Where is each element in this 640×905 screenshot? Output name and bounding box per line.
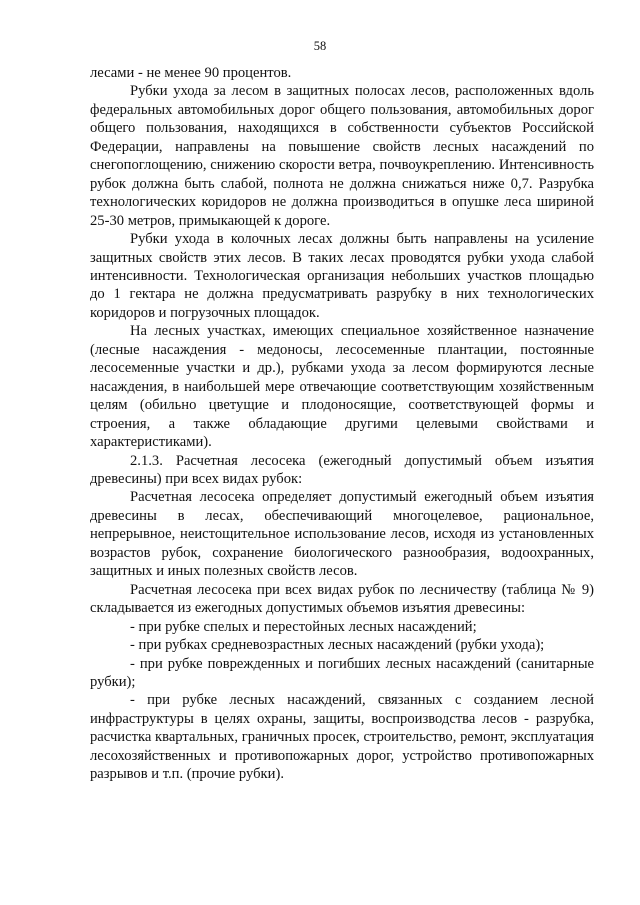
list-item-3: - при рубке поврежденных и погибших лесных насаждений (санитарные рубки); [90, 655, 594, 690]
paragraph-7: Расчетная лесосека при всех видах рубок по лесничеству (таблица № 9) складывается из ежегодных допустимых объемов изъятия древесины: [90, 581, 594, 617]
paragraph-2: Рубки ухода за лесом в защитных полосах лесов, расположенных вдоль федеральных автомобильных дорог общего пользования, автомобильных дорог общего пользования, находящихся в собственности субъектов Российской Федерации, направлены на повышение свойств лесных насаждений по снегопоглощению, снижению скорости ветра, почвоукреплению. Интенсивность рубок должна быть слабой, полнота не должна снижаться ниже 0,7. Разрубка технологических коридоров не должна производиться в опушке леса шириной 25-30 метров, примыкающей к дороге. [90, 83, 594, 229]
paragraph-6: Расчетная лесосека определяет допустимый ежегодный объем изъятия древесины в лесах, обеспечивающий многоцелевое, рациональное, непрерывное, неистощительное использование лесов, исходя из установленных возрастов рубок, сохранение биологического разнообразия, водоохранных, защитных и иных полезных свойств лесов. [90, 489, 594, 580]
list-item-2: - при рубках средневозрастных лесных насаждений (рубки ухода); [130, 637, 545, 654]
page-number: 58 [313, 39, 327, 53]
list-item-1: - при рубке спелых и перестойных лесных насаждений; [130, 618, 477, 635]
body-text [90, 64, 594, 784]
paragraph-1: лесами - не менее 90 процентов. [90, 65, 292, 81]
paragraph-3: Рубки ухода в колочных лесах должны быть направлены на усиление защитных свойств этих лесов. В таких лесах проводятся рубки ухода слабой интенсивности. Технологическая организация небольших участков площадью до 1 гектара не должна предусматривать разрубку в них технологических коридоров и погрузочных площадок. [90, 231, 594, 321]
paragraph-4: На лесных участках, имеющих специальное хозяйственное назначение (лесные насаждения - медоносы, лесосеменные плантации, постоянные лесосеменные участки и др.), рубками ухода за лесом формируются лесные насаждения, в наибольшей мере отвечающие соответствующим хозяйственным целям (обильно цветущие и плодоносящие, соответствующей формы и строения, а также обладающие другими целевыми свойствами и характеристиками). [90, 323, 594, 451]
section-heading-2-1-3: 2.1.3. Расчетная лесосека (ежегодный допустимый объем изъятия древесины) при всех видах рубок: [90, 452, 594, 487]
list-item-4: - при рубке лесных насаждений, связанных с созданием лесной инфраструктуры в целях охраны, защиты, воспроизводства лесов - разрубка, расчистка квартальных, граничных просек, строительство, ремонт, эксплуатация лесохозяйственных и противопожарных дорог, устройство противопожарных разрывов и т.п. (прочие рубки). [90, 692, 594, 783]
